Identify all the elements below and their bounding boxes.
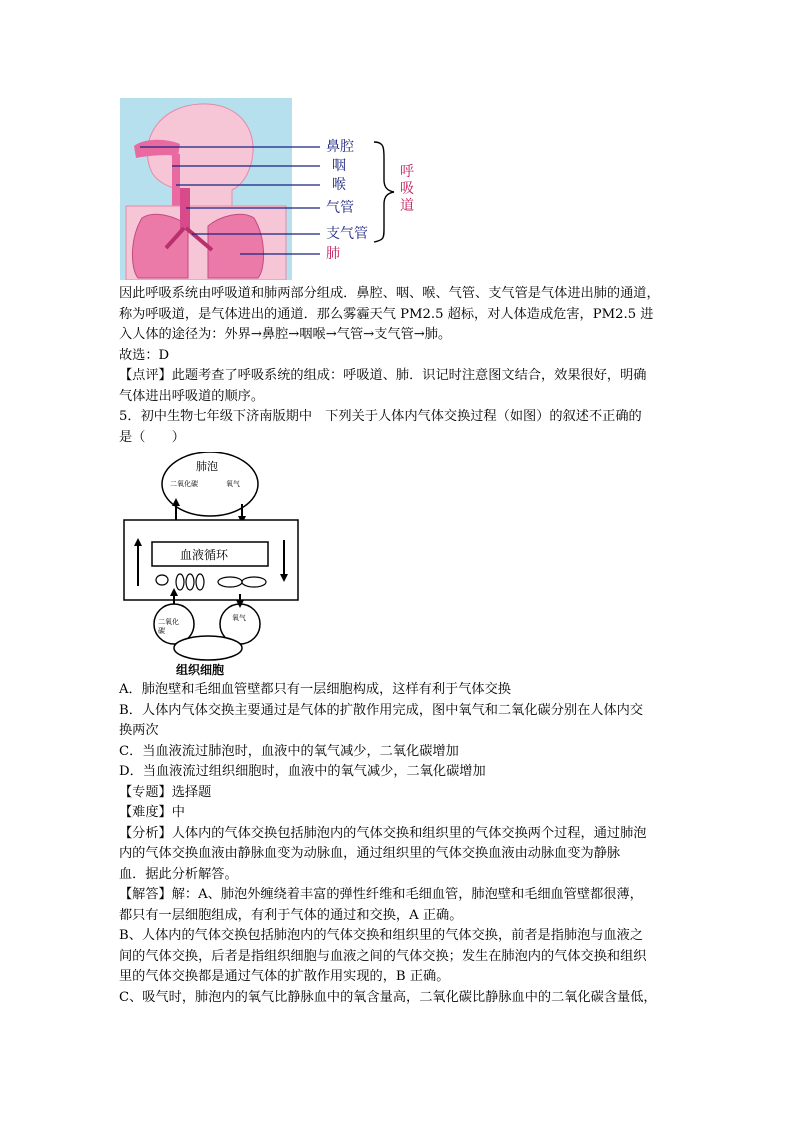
solution-line: 都只有一层细胞组成，有利于气体的通过和交换，A 正确。 [119,907,463,923]
solution-line: 间的气体交换，后者是指组织细胞与血液之间的气体交换；发生在肺泡内的气体交换和组织 [119,948,647,964]
label-co2-bottom-2: 碳 [158,627,165,635]
group-label-char-1: 呼 [400,164,414,180]
label-o2-top: 氧气 [226,480,240,488]
solution-line: 【解答】解：A、肺泡外缠绕着丰富的弹性纤维和毛细血管，肺泡壁和毛细血管壁都很薄， [119,887,643,902]
respiratory-system-figure [120,98,425,280]
label-larynx: 喉 [332,177,346,193]
label-pharynx: 咽 [332,158,346,174]
option-a: A．肺泡壁和毛细血管壁都只有一层细胞构成，这样有利于气体交换 [119,682,511,697]
option-c: C．当血液流过肺泡时，血液中的氧气减少，二氧化碳增加 [119,743,459,759]
solution-line: 里的气体交换都是通过气体的扩散作用实现的，B 正确。 [119,969,450,984]
paragraph-line: 称为呼吸道，是气体进出的通道．那么雾霾天气 PM2.5 超标，对人体造成危害，PM2.5 进 [119,306,654,322]
question-line: 是（ ） [119,429,185,445]
label-alveolus: 肺泡 [196,460,218,473]
label-o2-bottom: 氧气 [232,614,246,622]
label-co2-top: 二氧化碳 [170,480,198,488]
label-tissue-cell: 组织细胞 [176,663,225,677]
label-blood-circulation: 血液循环 [180,548,229,562]
solution-line: B、人体内的气体交换包括肺泡内的气体交换和组织里的气体交换，前者是指肺泡与血液之 [119,928,643,943]
option-d: D．当血液流过组织细胞时，血液中的氧气减少，二氧化碳增加 [119,764,486,779]
topic-line: 【专题】选择题 [119,784,212,800]
group-label-char-2: 吸 [400,181,414,197]
gas-exchange-figure [118,452,303,680]
solution-line: C、吸气时，肺泡内的氧气比静脉血中的氧含量高，二氧化碳比静脉血中的二氧化碳含量低， [119,989,657,1005]
option-b-cont: 换两次 [119,723,159,738]
group-label-char-3: 道 [400,198,414,214]
comment-line: 气体进出呼吸道的顺序。 [119,388,265,404]
analysis-line: 内的气体交换血液由静脉血变为动脉血，通过组织里的气体交换血液由动脉血变为静脉 [119,846,621,861]
analysis-line: 血．据此分析解答。 [119,866,238,882]
label-trachea: 气管 [326,200,354,216]
text-block-2 [119,680,689,1008]
label-bronchi: 支气管 [326,226,368,242]
text-block-1 [119,284,689,448]
label-lung: 肺 [326,246,340,262]
label-nasal-cavity: 鼻腔 [326,139,354,155]
question-line: 5．初中生物七年级下济南版期中 下列关于人体内气体交换过程（如图）的叙述不正确的 [119,409,642,424]
comment-line: 【点评】此题考查了呼吸系统的组成：呼吸道、肺．识记时注意图文结合，效果很好，明确 [119,368,647,383]
paragraph-line: 因此呼吸系统由呼吸道和肺两部分组成．鼻腔、咽、喉、气管、支气管是气体进出肺的通道， [119,286,660,301]
option-b: B．人体内气体交换主要通过是气体的扩散作用完成，图中氧气和二氧化碳分别在人体内交 [119,702,643,718]
label-co2-bottom-1: 二氧化 [158,618,179,626]
analysis-line: 【分析】人体内的气体交换包括肺泡内的气体交换和组织里的气体交换两个过程，通过肺泡 [119,825,647,841]
paragraph-line: 入人体的途径为：外界→鼻腔→咽喉→气管→支气管→肺。 [119,327,452,342]
answer-line: 故选：D [119,347,170,363]
difficulty-line: 【难度】中 [119,805,185,820]
